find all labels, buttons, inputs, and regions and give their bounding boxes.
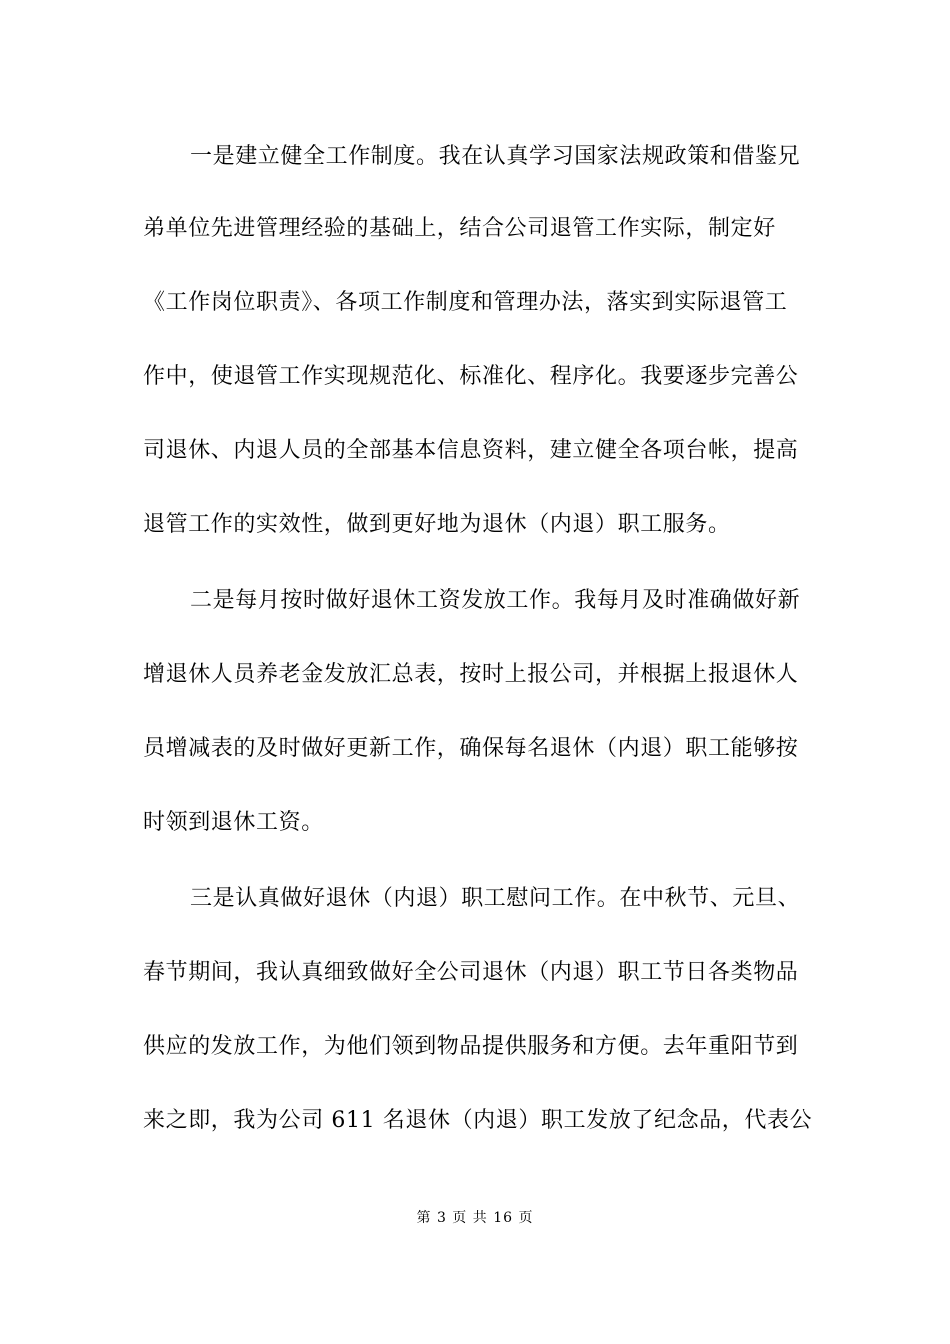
paragraph-3-line-1: 三是认真做好退休（内退）职工慰问工作。在中秋节、元旦、 [190,886,801,911]
paragraph-2-line-2: 增退休人员养老金发放汇总表，按时上报公司，并根据上报退休人 [143,662,799,687]
paragraph-3-line-4: 来之即，我为公司 611 名退休（内退）职工发放了纪念品，代表公 [143,1108,813,1133]
paragraph-2-line-3: 员增减表的及时做好更新工作，确保每名退休（内退）职工能够按 [143,736,799,761]
paragraph-2-line-4: 时领到退休工资。 [143,810,324,835]
paragraph-2-line-1: 二是每月按时做好退休工资发放工作。我每月及时准确做好新 [190,588,801,613]
page-number-footer: 第 3 页 共 16 页 [416,1210,534,1226]
paragraph-3-line-2: 春节期间，我认真细致做好全公司退休（内退）职工节日各类物品 [143,960,799,985]
paragraph-1-line-3: 《工作岗位职责》、各项工作制度和管理办法，落实到实际退管工 [143,290,788,315]
paragraph-3-line-3: 供应的发放工作，为他们领到物品提供服务和方便。去年重阳节到 [143,1034,799,1059]
paragraph-1-line-1: 一是建立健全工作制度。我在认真学习国家法规政策和借鉴兄 [190,144,801,169]
paragraph-1-line-6: 退管工作的实效性，做到更好地为退休（内退）职工服务。 [143,512,731,537]
paragraph-1-line-5: 司退休、内退人员的全部基本信息资料，建立健全各项台帐，提高 [143,438,799,463]
paragraph-1-line-2: 弟单位先进管理经验的基础上，结合公司退管工作实际，制定好 [143,216,776,241]
paragraph-1-line-4: 作中，使退管工作实现规范化、标准化、程序化。我要逐步完善公 [143,364,799,389]
